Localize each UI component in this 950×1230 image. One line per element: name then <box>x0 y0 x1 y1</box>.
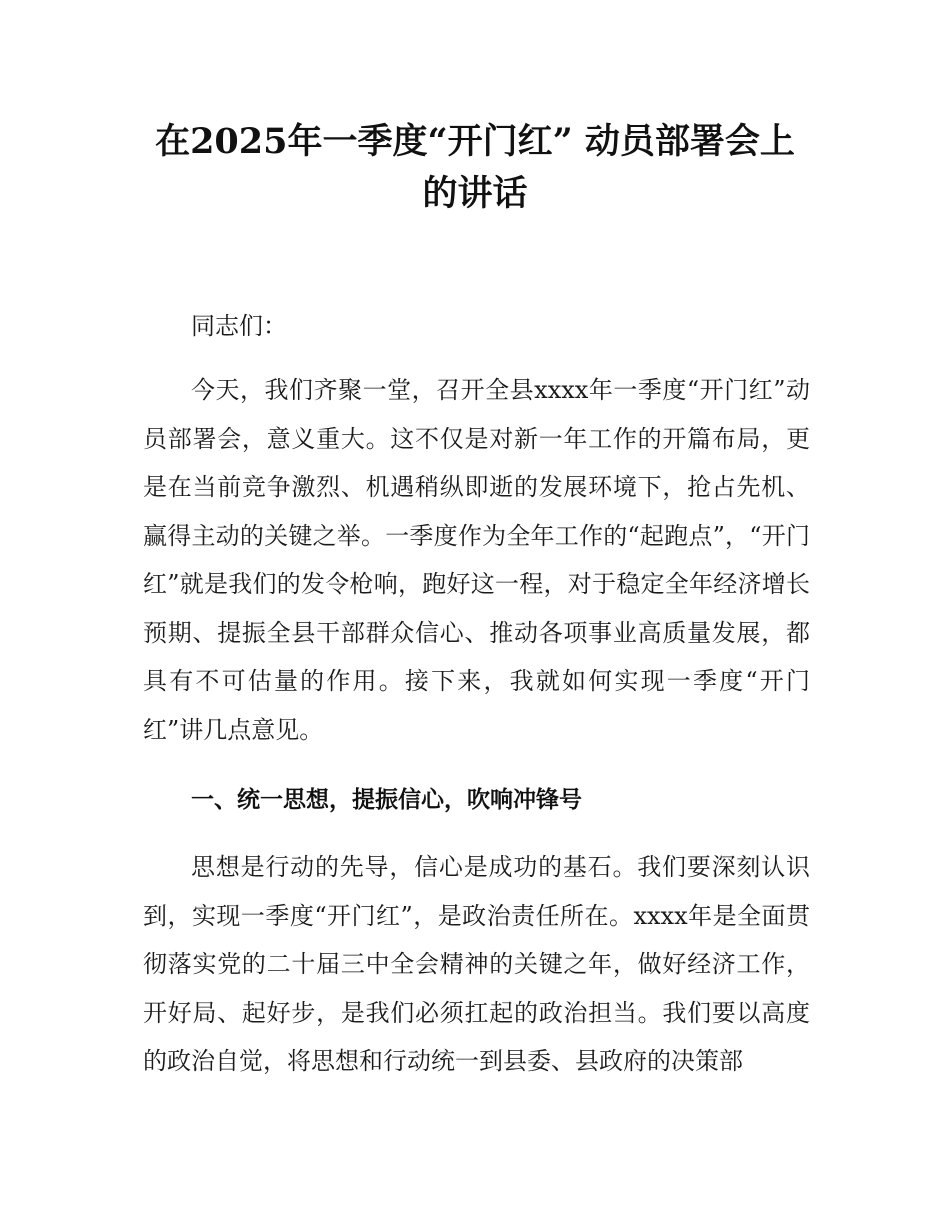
salutation: 同志们： <box>191 312 287 340</box>
document-title-line-2: 的讲话 <box>422 173 528 214</box>
body-paragraph-intro: 今天，我们齐聚一堂，召开全县xxxx年一季度“开门红”动员部署会，意义重大。这不仅是对新一年工作的开篇布局，更是在当前竞争激烈、机遇稍纵即逝的发展环境下，抢占先机、赢得主动的关键之举。一季度作为全年工作的“起跑点”，“开门红”就是我们的发令枪响，跑好这一程，对于稳定全年经济增长预期、提振全县干部群众信心、推动各项事业高质量发展，都具有不可估量的作用。接下来，我就如何实现一季度“开门红”讲几点意见。 <box>143 376 810 744</box>
section-heading-1: 一、统一思想，提振信心，吹响冲锋号 <box>191 787 582 813</box>
document-title-line-1: 在2025年一季度“开门红” 动员部署会上 <box>155 121 795 162</box>
body-paragraph-section-1: 思想是行动的先导，信心是成功的基石。我们要深刻认识到，实现一季度“开门红”，是政治责任所在。xxxx年是全面贯彻落实党的二十届三中全会精神的关键之年，做好经济工作，开好局、起好步，是我们必须扛起的政治担当。我们要以高度的政治自觉，将思想和行动统一到县委、县政府的决策部 <box>143 853 810 1075</box>
document-title <box>140 116 810 220</box>
